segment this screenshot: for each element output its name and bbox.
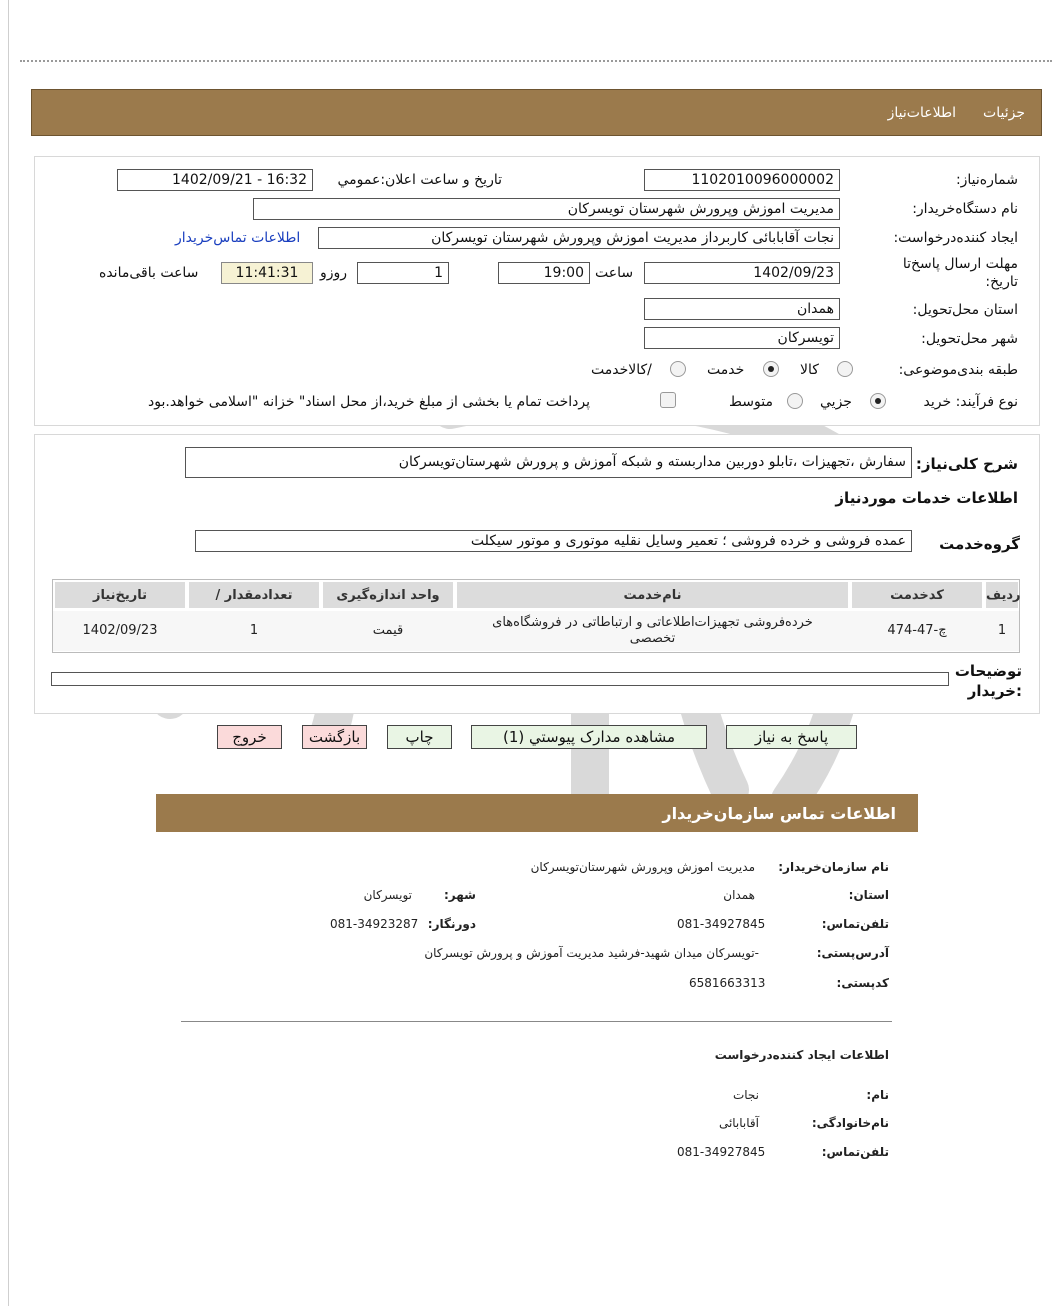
remaining-timer: 11:41:31 (221, 262, 313, 284)
process-partial-radio[interactable] (870, 393, 886, 409)
contact-province-value: همدان (723, 888, 755, 902)
announce-label: تاریخ و ساعت اعلان:عمومي (337, 172, 502, 188)
table-header-service-name: نام‌خدمت (456, 581, 849, 609)
need-info-panel (34, 156, 1040, 426)
contact-phone-label: تلفن‌تماس: (821, 917, 889, 931)
contact-org-label: نام سازمان‌خریدار: (778, 860, 889, 874)
back-button[interactable]: بازگشت (302, 725, 367, 749)
description-field: سفارش ،تجهیزات ،تابلو دوربین مداربسته و شبکه آموزش و پرورش شهرستان‌تویسرکان (185, 447, 912, 478)
deadline-label-2: تاریخ: (985, 274, 1018, 290)
category-label: طبقه بندی‌موضوعی: (898, 362, 1018, 378)
cell-row-number: 1 (997, 623, 1007, 638)
buyer-org-field: مدیریت اموزش وپرورش شهرستان تویسرکان (253, 198, 840, 220)
announce-field: 1402/09/21 - 16:32 (117, 169, 313, 191)
contact-phone-value: 081-34927845 (677, 917, 766, 931)
creator-name-label: نام: (866, 1088, 889, 1102)
cell-quantity: 1 (249, 623, 259, 638)
process-medium-label: متوسط (729, 394, 773, 410)
need-number-field: 1102010096000002 (644, 169, 840, 191)
cell-service-code: چ-47-474 (887, 623, 947, 638)
process-medium-radio[interactable] (787, 393, 803, 409)
cell-service-name: خرده‌فروشی تجهیزات‌اطلاعاتی و ارتباطاتی در فروشگاه‌های تخصصی (492, 615, 813, 646)
page-left-border (8, 0, 9, 1306)
contact-postal-value: 6581663313 (689, 976, 766, 990)
breadcrumb-details[interactable]: جزئيات (983, 105, 1025, 121)
buyer-org-label: نام دستگاه‌خریدار: (912, 201, 1018, 217)
contact-org-value: مدیریت اموزش وپرورش شهرستان‌تویسرکان (530, 860, 755, 874)
creator-family-label: نام‌خانوادگی: (811, 1116, 889, 1130)
contact-divider (181, 1021, 892, 1022)
service-group-label: گروه‌خدمت (939, 535, 1020, 553)
cell-need-date: 1402/09/23 (82, 623, 158, 638)
contact-section-bar (156, 794, 918, 832)
contact-province-label: استان: (848, 888, 889, 902)
category-service-radio[interactable] (763, 361, 779, 377)
category-both-radio[interactable] (670, 361, 686, 377)
page-header-bar (31, 89, 1042, 136)
print-button[interactable]: چاپ (387, 725, 452, 749)
city-label: شهر محل‌تحویل: (921, 331, 1018, 347)
table-header-quantity: / تعدادمقدار (188, 581, 320, 609)
process-partial-label: جزيي (820, 394, 852, 410)
days-label: روزو (320, 265, 348, 281)
table-header-need-date: تاریخ‌نیاز (54, 581, 186, 609)
creator-family-value: آقابابائی (718, 1116, 759, 1130)
category-goods-label: کالا (800, 362, 819, 378)
breadcrumb-info[interactable]: اطلاعات‌نیاز (887, 105, 956, 121)
hour-label: ساعت (595, 265, 634, 281)
buyer-notes-field (51, 672, 949, 686)
deadline-date-field: 1402/09/23 (644, 262, 840, 284)
creator-field: نجات آقابابائی کاربرداز مدیریت اموزش وپرورش شهرستان تویسرکان (318, 227, 840, 249)
need-number-label: شماره‌نیاز: (955, 172, 1018, 188)
remaining-label: ساعت باقی‌مانده (99, 265, 199, 281)
contact-postal-label: کد‌پستی: (836, 976, 889, 990)
exit-button[interactable]: خروج (217, 725, 282, 749)
contact-fax-value: 081-34923287 (330, 917, 419, 931)
table-header-unit: واحد اندازه‌گیری (322, 581, 454, 609)
creator-info-title: اطلاعات ایجاد کننده‌درخواست (714, 1048, 889, 1062)
province-field: همدان (644, 298, 840, 320)
payment-note: پرداخت تمام یا بخشی از مبلغ خرید،از محل اسناد" خزانه "اسلامی خواهد.بود (148, 394, 591, 410)
province-label: استان محل‌تحویل: (912, 302, 1018, 318)
payment-checkbox[interactable] (660, 392, 676, 408)
creator-name-value: نجات (732, 1088, 759, 1102)
cell-unit: قیمت (372, 623, 404, 638)
buyer-notes-label: توضیحات (954, 662, 1022, 680)
contact-section-title: اطلاعات تماس سازمان‌خریدار (662, 804, 896, 823)
description-label: شرح کلی‌نیاز: (915, 455, 1018, 473)
category-service-label: خدمت (707, 362, 745, 378)
process-label: نوع فرآیند: خرید (923, 394, 1018, 410)
city-field: تویسرکان (644, 327, 840, 349)
creator-phone-label: تلفن‌تماس: (821, 1145, 889, 1159)
contact-city-label: شهر: (444, 888, 476, 902)
contact-city-value: تویسرکان (363, 888, 412, 902)
service-group-field: عمده فروشی و خرده فروشی ؛ تعمیر وسایل نقلیه موتوری و موتور سیکلت (195, 530, 912, 552)
contact-fax-label: دورنگار: (427, 917, 476, 931)
contact-address-value: -تویسرکان میدان شهید-فرشید مدیریت آموزش و پرورش تویسرکان (424, 946, 759, 960)
days-field: 1 (357, 262, 449, 284)
creator-phone-value: 081-34927845 (677, 1145, 766, 1159)
attachments-button[interactable]: مشاهده مدارک پیوستي (1) (471, 725, 707, 749)
category-goods-radio[interactable] (837, 361, 853, 377)
top-divider (20, 60, 1052, 62)
table-header-service-code: کدخدمت (851, 581, 983, 609)
category-both-label: /کالاخدمت (591, 362, 652, 378)
creator-label: ایجاد کننده‌درخواست: (893, 230, 1018, 246)
reply-button[interactable]: پاسخ به نیاز (726, 725, 857, 749)
buyer-notes-label-2: :خریدار (967, 682, 1022, 700)
contact-address-label: آدرس‌پستی: (816, 946, 889, 960)
deadline-label: مهلت ارسال پاسخ‌تا (902, 256, 1018, 272)
services-title: اطلاعات خدمات موردنیاز (835, 489, 1018, 507)
buyer-contact-link[interactable]: اطلاعات تماس‌خریدار (175, 230, 301, 246)
table-header-row-number: ردیف (985, 581, 1019, 609)
deadline-time-field: 19:00 (498, 262, 590, 284)
